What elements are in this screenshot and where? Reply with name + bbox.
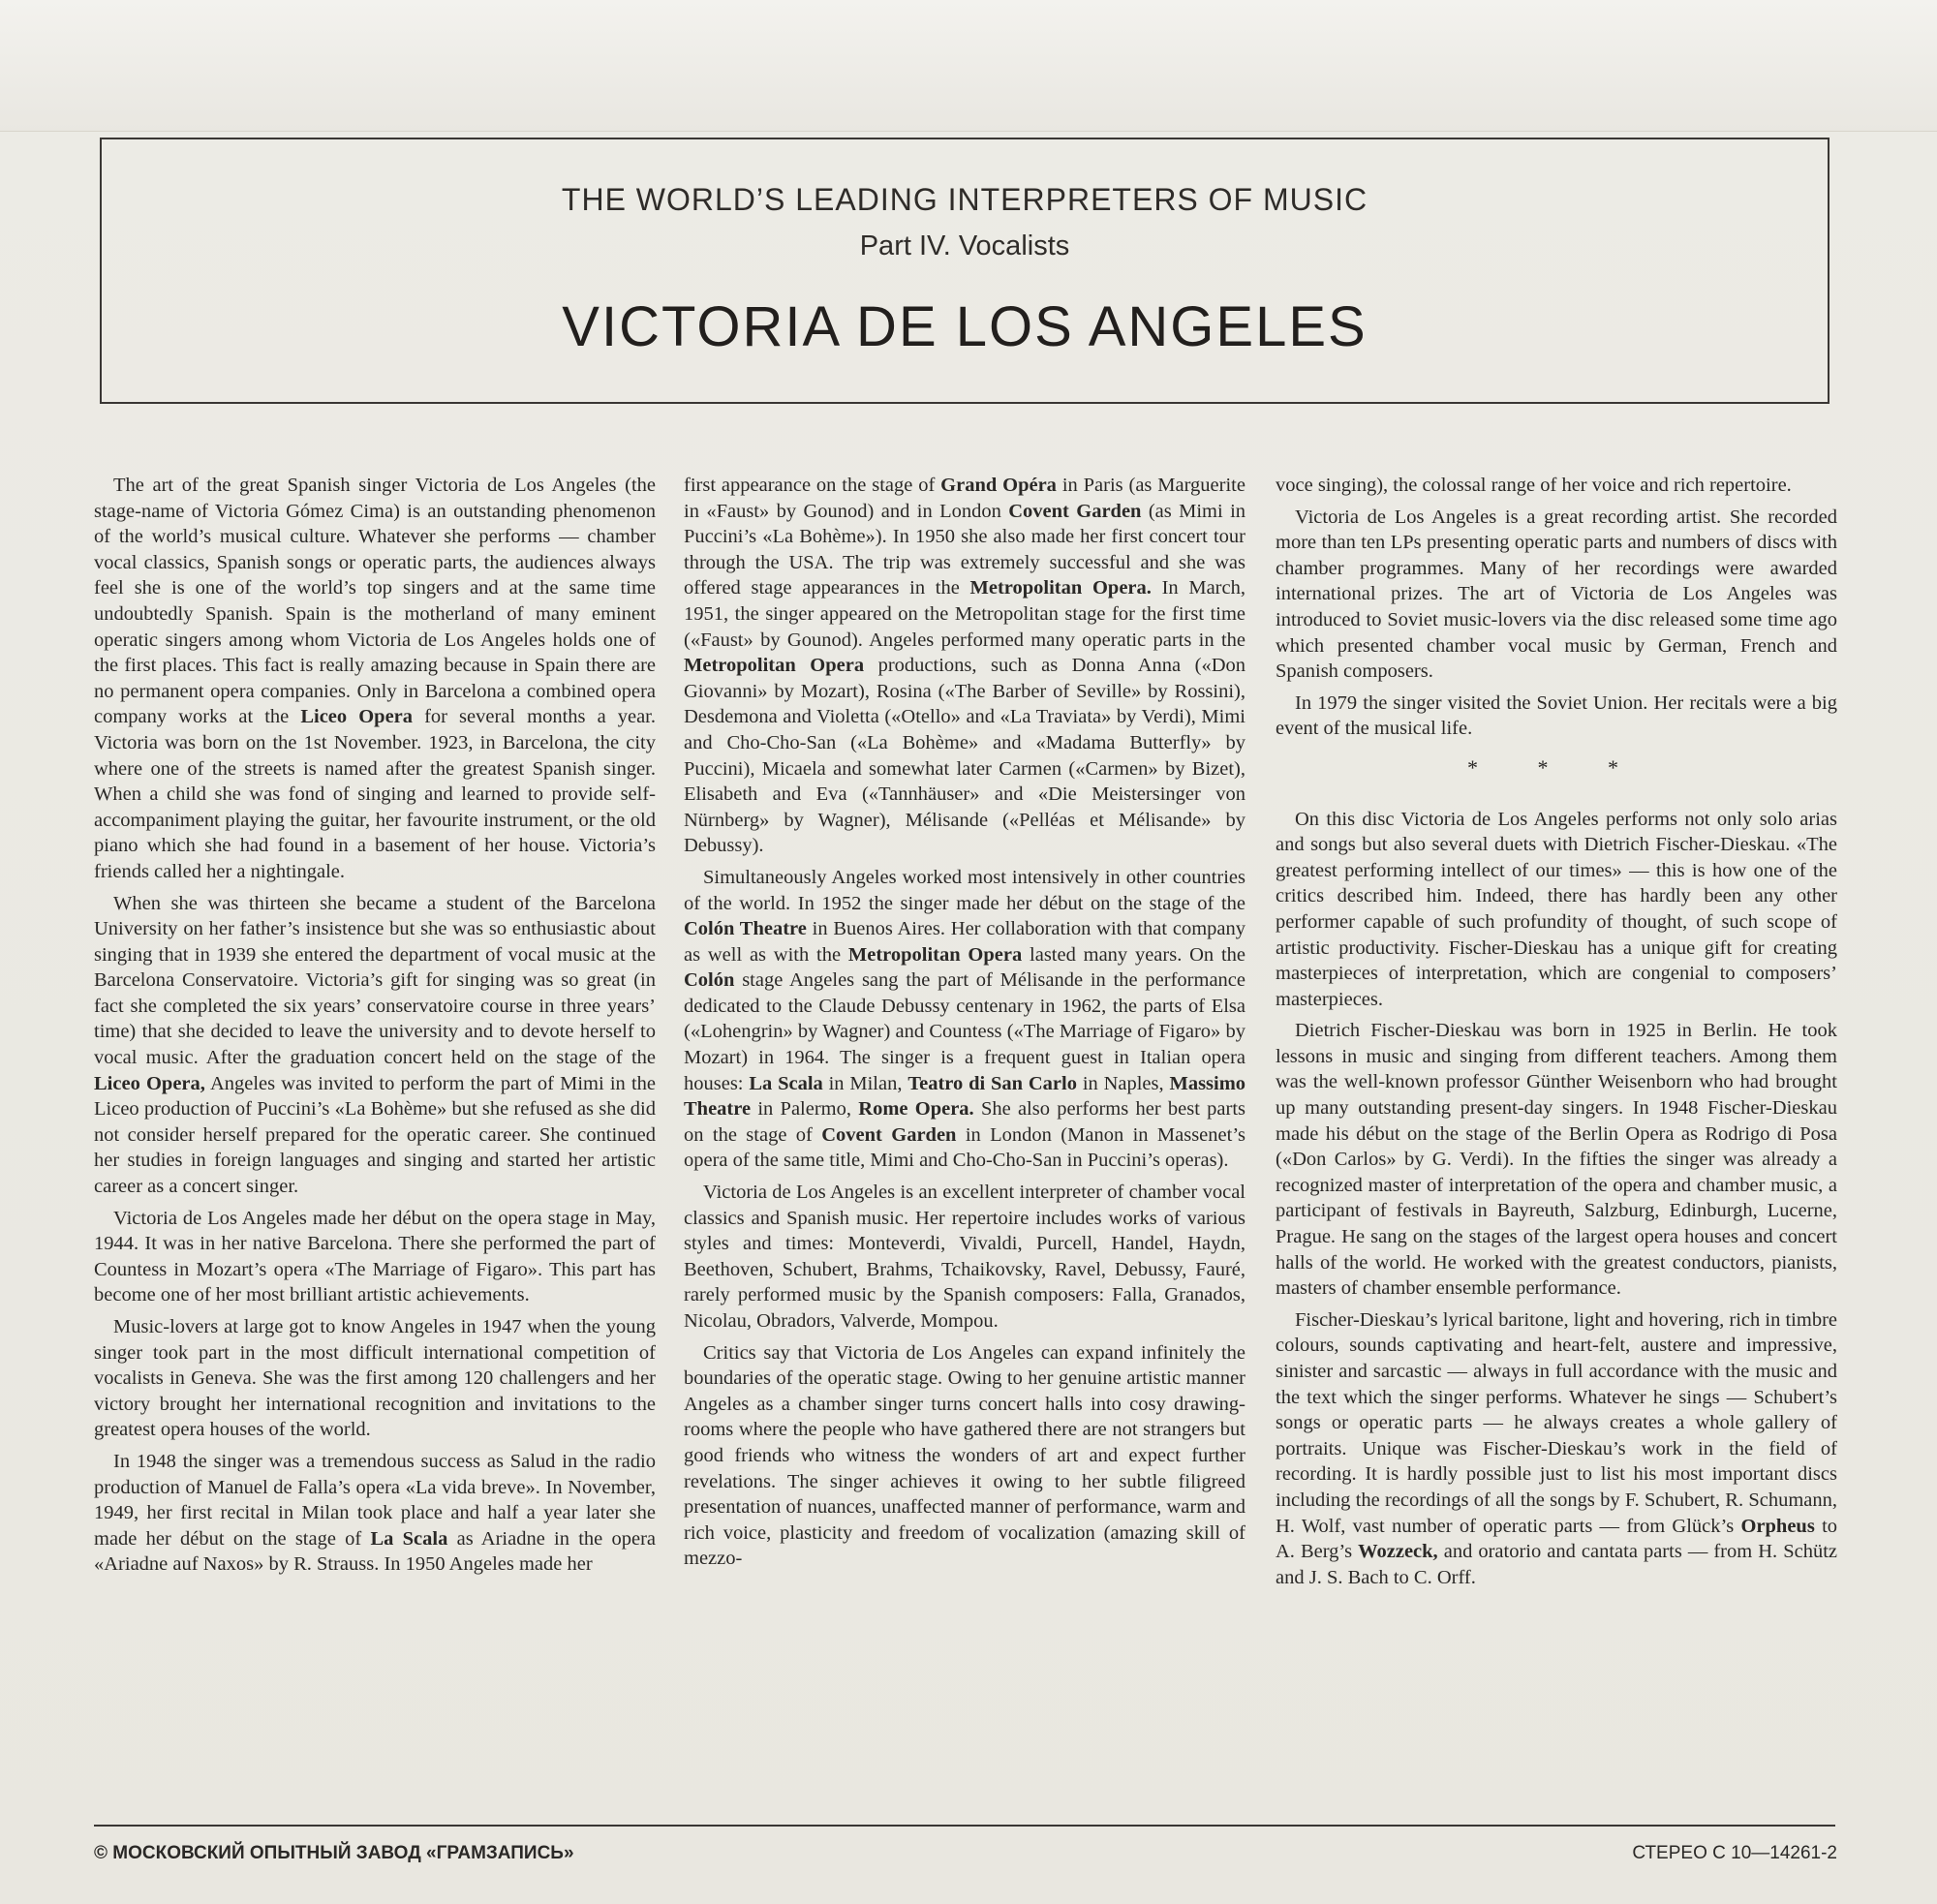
paragraph: Music-lovers at large got to know Angeles in 1947 when the young singer took part in the most difficult international competition of vocalists in Geneva. She was the first among 120 challengers and her victory brought her international recognition and invitations to the greatest opera houses of the world. [94,1316,656,1441]
publisher-credit: © МОСКОВСКИЙ ОПЫТНЫЙ ЗАВОД «ГРАМЗАПИСЬ» [94,1843,574,1863]
text-column-1 [94,473,656,1583]
series-title: THE WORLD’S LEADING INTERPRETERS OF MUSIC [561,182,1368,217]
paragraph: In 1948 the singer was a tremendous success as Salud in the radio production of Manuel de Falla’s opera «La vida breve». In November, 1949, her first recital in Milan took place and half a year later she made her début on the stage of La Scala as Ariadne in the opera «Ariadne auf Naxos» by R. Strauss. In 1950 Angeles made her [94,1450,657,1576]
section-divider: * * * [1467,754,1645,780]
paragraph: Dietrich Fischer-Dieskau was born in 1925 in Berlin. He took lessons in music and singing from different teachers. Among them was the well-known professor Günther Weisenborn who had brought up many outstanding present-day singers. In 1948 Fischer-Dieskau made his début on the stage of the Berlin Opera as Rodrigo di Posa («Don Carlos» by G. Verdi). In the fifties the singer was already a recognized master of interpretation of the opera and chamber music, a participant of festivals in Bayreuth, Salzburg, Edinburgh, Lucerne, Prague. He sang on the stages of the largest opera houses and concert halls of the world. He worked with the greatest conductors, pianists, masters of chamber ensemble performance. [1276,1020,1837,1300]
paragraph: In 1979 the singer visited the Soviet Union. Her recitals were a big event of the musical life. [1276,691,1837,740]
artist-name: VICTORIA DE LOS ANGELES [562,295,1368,358]
text-column-2 [684,473,1245,1578]
paragraph: Victoria de Los Angeles made her début on the opera stage in May, 1944. It was in her native Barcelona. There she performed the part of Countess in Mozart’s opera «The Marriage of Figaro». This part has become one of her most brilliant artistic achievements. [94,1207,656,1306]
part-subtitle: Part IV. Vocalists [859,230,1070,261]
text-column-3 [1276,473,1837,1596]
paragraph: Victoria de Los Angeles is a great recording artist. She recorded more than ten LPs presenting operatic parts and numbers of discs with chamber programmes. Many of her recordings were awarded international prizes. The art of Victoria de Los Angeles was introduced to Soviet music-lovers via the disc released some time ago which presented chamber vocal music by German, French and Spanish composers. [1276,506,1837,683]
title-box [100,138,1829,404]
paragraph: On this disc Victoria de Los Angeles performs not only solo arias and songs but also several duets with Dietrich Fischer-Dieskau. «The greatest performing intellect of our times» — this is how one of the critics described him. Indeed, there has hardly been any other performer capable of such profundity of thought, of such scope of artistic productivity. Fischer-Dieskau has a unique gift for creating masterpieces of interpretation, which are congenial to composers’ masterpieces. [1276,808,1837,1010]
paragraph: Fischer-Dieskau’s lyrical baritone, light and hovering, rich in timbre colours, sounds captivating and heart-felt, austere and impressive, sinister and sarcastic — always in full accordance with the music and the text which the singer performs. Whatever he sings — Schubert’s songs or operatic parts — he always creates a whole gallery of portraits. Unique was Fischer-Dieskau’s work in the field of recording. It is hardly possible just to list his most important discs including the recordings of all the songs by F. Schubert, R. Schumann, H. Wolf, vast number of operatic parts — from Glück’s Orpheus to A. Berg’s Wozzeck, and oratorio and cantata parts — from H. Schütz and J. S. Bach to C. Orff. [1276,1308,1838,1588]
paragraph: voce singing), the colossal range of her voice and rich repertoire. [1276,475,1792,496]
paragraph: When she was thirteen she became a student of the Barcelona University on her father’s insistence but she was so enthusiastic about singing that in 1939 she entered the department of vocal music at the Barcelona Conservatoire. Victoria’s gift for singing was so great (in fact she completed the six years’ conservatoire course in three years’ time) that she decided to leave the university and to devote herself to vocal music. After the graduation concert held on the stage of the Liceo Opera, Angeles was invited to perform the part of Mimi in the Liceo production of Puccini’s «La Bohème» but she refused as she did not consider herself prepared for the operatic career. She continued her studies in foreign languages and singing and started her artistic career as a concert singer. [94,892,656,1198]
paragraph: The art of the great Spanish singer Victoria de Los Angeles (the stage-name of Victoria Gómez Cima) is an outstanding phenomenon of the world’s musical culture. Whatever she performs — chamber vocal classics, Spanish songs or operatic parts, the audiences always feel she is one of the world’s top singers and at the same time undoubtedly Spanish. Spain is the motherland of many eminent operatic singers among whom Victoria de Los Angeles holds one of the first places. This fact is really amazing because in Spain there are no permanent opera companies. Only in Barcelona a combined opera company works at the Liceo Opera for several months a year. Victoria was born on the 1st November. 1923, in Barcelona, the city where one of the streets is named after the greatest Spanish singer. When a child she was fond of singing and learned to provide self-accompaniment playing the guitar, her favourite instrument, or the old piano which she had found in a basement of her house. Victoria’s friends called her a nightingale. [94,475,657,882]
paragraph: first appearance on the stage of Grand Opéra in Paris (as Marguerite in «Faust» by Gounod) and in London Covent Garden (as Mimi in Puccini’s «La Bohème»). In 1950 she also made her first concert tour through the USA. The trip was extremely successful and she was offered stage appearances in the Metropolitan Opera. In March, 1951, the singer appeared on the Metropolitan stage for the first time («Faust» by Gounod). Angeles performed many operatic parts in the Metropolitan Opera productions, such as Donna Anna («Don Giovanni» by Mozart), Rosina («The Barber of Seville» by Rossini), Desdemona and Violetta («Otello» and «La Traviata» by Verdi), Mimi and Cho-Cho-San («La Bohème» and «Madama Butterfly» by Puccini), Micaela and somewhat later Carmen («Carmen» by Bizet), Elisabeth and Eva («Tannhäuser» and «Die Meistersinger von Nürnberg» by Wagner), Mélisande («Pelléas et Mélisande» by Debussy). [684,475,1246,857]
paragraph: Critics say that Victoria de Los Angeles can expand infinitely the boundaries of the operatic stage. Owing to her genuine artistic manner Angeles as a chamber singer turns concert halls into cosy drawing-rooms where the people who have gathered there are not strangers but good friends who witness the wonders of art and expect further revelations. The singer achieves it owing to her subtle filigreed presentation of nuances, unaffected manner of performance, warm and rich voice, plasticity and freedom of vocalization (amazing skill of mezzo- [684,1341,1245,1570]
catalog-number: СТЕРЕО С 10—14261-2 [1632,1843,1837,1863]
footer-rule [94,1825,1835,1827]
paragraph: Simultaneously Angeles worked most intensively in other countries of the world. In 1952 the singer made her début on the stage of the Colón Theatre in Buenos Aires. Her collaboration with that company as well as with the Metropolitan Opera lasted many years. On the Colón stage Angeles sang the part of Mélisande in the performance dedicated to the Claude Debussy centenary in 1962, the parts of Elsa («Lohengrin» by Wagner) and Countess («The Marriage of Figaro» by Mozart) in 1964. The singer is a frequent guest in Italian opera houses: La Scala in Milan, Teatro di San Carlo in Naples, Massimo Theatre in Palermo, Rome Opera. She also performs her best parts on the stage of Covent Garden in London (Manon in Massenet’s opera of the same title, Mimi and Cho-Cho-San in Puccini’s operas). [684,866,1246,1172]
paragraph: Victoria de Los Angeles is an excellent interpreter of chamber vocal classics and Spanish music. Her repertoire includes works of various styles and times: Monteverdi, Vivaldi, Purcell, Handel, Haydn, Beethoven, Schubert, Brahms, Tchaikovsky, Ravel, Debussy, Fauré, rarely performed music by the Spanish composers: Falla, Granados, Nicolau, Obradors, Valverde, Mompou. [684,1182,1245,1332]
sleeve-fold [0,0,1937,132]
